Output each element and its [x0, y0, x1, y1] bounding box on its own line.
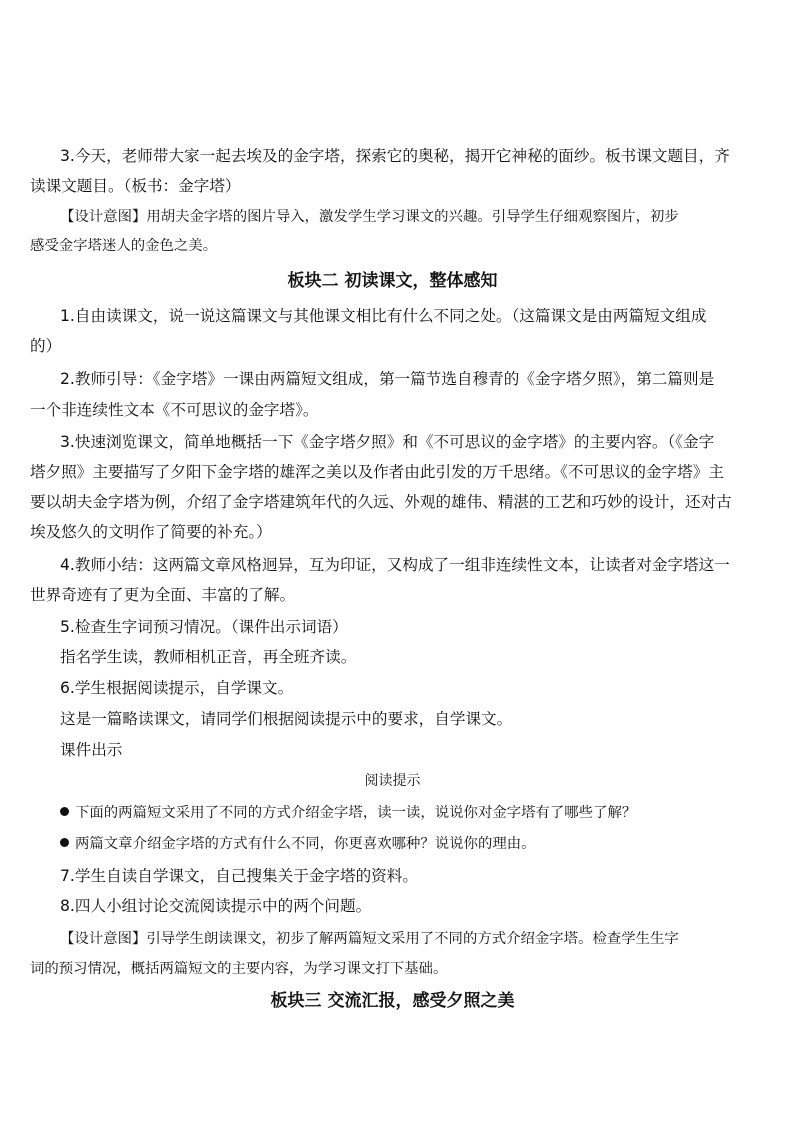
- paragraph-line: 1.自由读课文，说一说这篇课文与其他课文相比有什么不同之处。（这篇课文是由两篇短文组成: [60, 307, 707, 325]
- paragraph-line: 3.今天，老师带大家一起去埃及的金字塔，探索它的奥秘，揭开它神秘的面纱。板书课文题目，齐: [60, 147, 730, 165]
- paragraph-line: 2.教师引导：《金字塔》一课由两篇短文组成，第一篇节选自穆青的《金字塔夕照》，第二篇则是: [60, 370, 715, 388]
- paragraph-line: 埃及悠久的文明作了简要的补充。）: [30, 523, 272, 541]
- paragraph-line: 3.快速浏览课文，简单地概括一下《金字塔夕照》和《不可思议的金字塔》的主要内容。（《金字: [60, 433, 715, 451]
- reading-tip-item: [60, 834, 536, 854]
- bullet-icon: [60, 807, 69, 816]
- section-heading: 板块二 初读课文，整体感知: [287, 271, 498, 291]
- paragraph-line: 4.教师小结：这两篇文章风格迥异，互为印证，又构成了一组非连续性文本，让读者对金字塔这一: [60, 556, 730, 574]
- design-intent-line: 感受金字塔迷人的金色之美。: [30, 238, 218, 254]
- paragraph-line: 一个非连续性文本《不可思议的金字塔》。: [30, 401, 319, 419]
- design-intent-line: 【设计意图】用胡夫金字塔的图片导入，激发学生学习课文的兴趣。引导学生仔细观察图片，初步: [60, 209, 679, 225]
- reading-tip-text: 下面的两篇短文采用了不同的方式介绍金字塔，读一读，说说你对金字塔有了哪些了解？: [75, 805, 637, 821]
- reading-tips-title: 阅读提示: [364, 773, 421, 789]
- paragraph-line: 这是一篇略读课文，请同学们根据阅读提示中的要求，自学课文。: [60, 710, 513, 728]
- paragraph-line: 的）: [30, 337, 62, 355]
- paragraph-line: 5.检查生字词预习情况。（课件出示词语）: [60, 618, 348, 636]
- paragraph-line: 课件出示: [60, 741, 123, 759]
- paragraph-line: 7.学生自读自学课文，自己搜集关于金字塔的资料。: [60, 867, 418, 885]
- paragraph-line: 世界奇迹有了更为全面、丰富的了解。: [30, 586, 296, 604]
- paragraph-line: 6.学生根据阅读提示，自学课文。: [60, 679, 294, 697]
- paragraph-line: 塔夕照》主要描写了夕阳下金字塔的雄浑之美以及作者由此引发的万千思绪。《不可思议的金字塔》主: [30, 463, 724, 481]
- design-intent-line: 【设计意图】引导学生朗读课文，初步了解两篇短文采用了不同的方式介绍金字塔。检查学生生字: [60, 931, 679, 947]
- section-heading: 板块三 交流汇报，感受夕照之美: [270, 991, 515, 1011]
- design-intent-line: 词的预习情况，概括两篇短文的主要内容，为学习课文打下基础。: [30, 961, 448, 977]
- paragraph-line: 指名学生读，教师相机正音，再全班齐读。: [60, 648, 357, 666]
- paragraph-line: 8.四人小组讨论交流阅读提示中的两个问题。: [60, 897, 372, 915]
- paragraph-line: 读课文题目。（板书：金字塔）: [30, 177, 241, 195]
- reading-tip-item: [60, 803, 636, 823]
- bullet-icon: [60, 838, 69, 847]
- paragraph-line: 要以胡夫金字塔为例，介绍了金字塔建筑年代的久远、外观的雄伟、精湛的工艺和巧妙的设计，还对古: [30, 493, 732, 511]
- reading-tip-text: 两篇文章介绍金字塔的方式有什么不同，你更喜欢哪种？说说你的理由。: [75, 836, 536, 852]
